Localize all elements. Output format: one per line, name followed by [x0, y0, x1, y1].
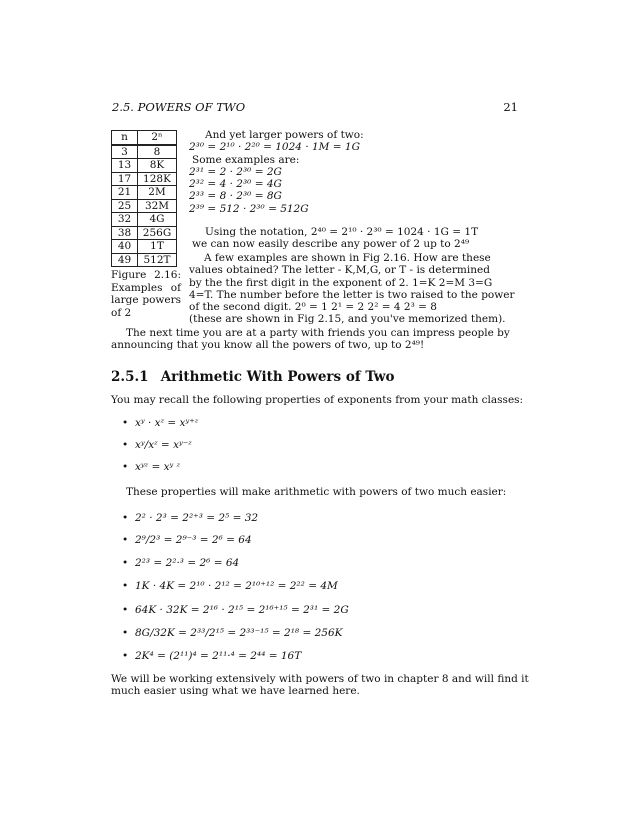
table-row [112, 213, 177, 227]
property-formula: xʸ/xᶻ = xʸ⁻ᶻ [135, 439, 192, 451]
example-formula: 64K · 32K = 2¹⁶ · 2¹⁵ = 2¹⁶⁺¹⁵ = 2³¹ = 2G [135, 604, 349, 616]
figure-caption: Figure 2.16: Examples of large powers of 2 [111, 269, 181, 319]
equation: 2³⁰ = 2¹⁰ · 2²⁰ = 1024 · 1M = 1G [189, 141, 360, 153]
examples-label: Some examples are: [192, 154, 300, 166]
paragraph-line: by the the first digit in the exponent of 2. 1=K 2=M 3=G [189, 277, 493, 289]
equation: 2³⁹ = 512 · 2³⁰ = 512G [189, 203, 309, 215]
table-header-row [112, 131, 177, 145]
example-formula: 8G/32K = 2³³/2¹⁵ = 2³³⁻¹⁵ = 2¹⁸ = 256K [135, 627, 343, 639]
paragraph-line: of the second digit. 2⁰ = 1 2¹ = 2 2² = 4 2³ = 8 [189, 301, 437, 313]
table-cell: 4G [138, 213, 177, 227]
paragraph-line: (these are shown in Fig 2.15, and you've memorized them). [189, 313, 506, 325]
equation: 2³¹ = 2 · 2³⁰ = 2G [189, 166, 282, 178]
example-formula: 2²³ = 2²·³ = 2⁶ = 64 [135, 557, 240, 569]
example-formula: 2² · 2³ = 2²⁺³ = 2⁵ = 32 [135, 512, 259, 524]
powers-table [111, 130, 177, 267]
table-row [112, 226, 177, 240]
equation: 2³² = 4 · 2³⁰ = 4G [189, 178, 282, 190]
bullet: • [122, 604, 129, 616]
table-cell: 8 [138, 145, 177, 159]
table-cell: 256G [138, 226, 177, 240]
paragraph-line: 4=T. The number before the letter is two raised to the power [189, 289, 515, 301]
bullet: • [122, 417, 129, 429]
table-header-2n: 2ⁿ [138, 131, 177, 145]
paragraph-line: We will be working extensively with powers of two in chapter 8 and will find it [111, 673, 529, 685]
example-formula: 2⁹/2³ = 2⁹⁻³ = 2⁶ = 64 [135, 534, 252, 546]
table-cell: 49 [112, 253, 138, 267]
table-cell: 128K [138, 172, 177, 186]
table-row [112, 253, 177, 267]
bullet: • [122, 534, 129, 546]
table-row [112, 172, 177, 186]
property-formula: xʸ · xᶻ = xʸ⁺ᶻ [135, 417, 199, 429]
paragraph-line: values obtained? The letter - K,M,G, or T - is determined [189, 264, 490, 276]
table-cell: 512T [138, 253, 177, 267]
table-cell: 21 [112, 186, 138, 200]
bullet: • [122, 461, 129, 473]
header-section-title: 2.5. POWERS OF TWO [112, 100, 246, 114]
table-cell: 2M [138, 186, 177, 200]
table-cell: 3 [112, 145, 138, 159]
table-header-n: n [112, 131, 138, 145]
recall-text: You may recall the following properties of exponents from your math classes: [111, 394, 524, 406]
table-row [112, 240, 177, 254]
table-cell: 32 [112, 213, 138, 227]
table-row [112, 159, 177, 173]
table-cell: 25 [112, 199, 138, 213]
table-cell: 38 [112, 226, 138, 240]
equation: 2³³ = 8 · 2³⁰ = 8G [189, 190, 282, 202]
table-row [112, 145, 177, 159]
bullet: • [122, 439, 129, 451]
table-row [112, 199, 177, 213]
bullet: • [122, 580, 129, 592]
page-number: 21 [503, 100, 518, 114]
table-cell: 8K [138, 159, 177, 173]
table-cell: 13 [112, 159, 138, 173]
paragraph-line: The next time you are at a party with friends you can impress people by [126, 327, 510, 339]
table-cell: 40 [112, 240, 138, 254]
property-formula: xʸᶻ = xʸ ᶻ [135, 461, 181, 473]
intro-text: And yet larger powers of two: [205, 129, 364, 141]
bullet: • [122, 650, 129, 662]
table-row [112, 186, 177, 200]
running-header [112, 100, 518, 114]
paragraph-line: A few examples are shown in Fig 2.16. How are these [204, 252, 491, 264]
notation-text: Using the notation, 2⁴⁰ = 2¹⁰ · 2³⁰ = 1024 · 1G = 1T [205, 226, 479, 238]
bullet: • [122, 557, 129, 569]
table-cell: 1T [138, 240, 177, 254]
table-cell: 32M [138, 199, 177, 213]
paragraph-line: much easier using what we have learned here. [111, 685, 360, 697]
bullet: • [122, 512, 129, 524]
paragraph-line: announcing that you know all the powers of two, up to 2⁴⁹! [111, 339, 425, 351]
section-heading [111, 370, 395, 384]
table-cell: 17 [112, 172, 138, 186]
describe-text: we can now easily describe any power of 2 up to 2⁴⁹ [192, 238, 470, 250]
bullet: • [122, 627, 129, 639]
properties-note: These properties will make arithmetic with powers of two much easier: [126, 486, 507, 498]
example-formula: 1K · 4K = 2¹⁰ · 2¹² = 2¹⁰⁺¹² = 2²² = 4M [135, 580, 338, 592]
example-formula: 2K⁴ = (2¹¹)⁴ = 2¹¹·⁴ = 2⁴⁴ = 16T [135, 650, 302, 662]
section-number: 2.5.1 [111, 369, 149, 385]
section-title: Arithmetic With Powers of Two [160, 369, 395, 385]
